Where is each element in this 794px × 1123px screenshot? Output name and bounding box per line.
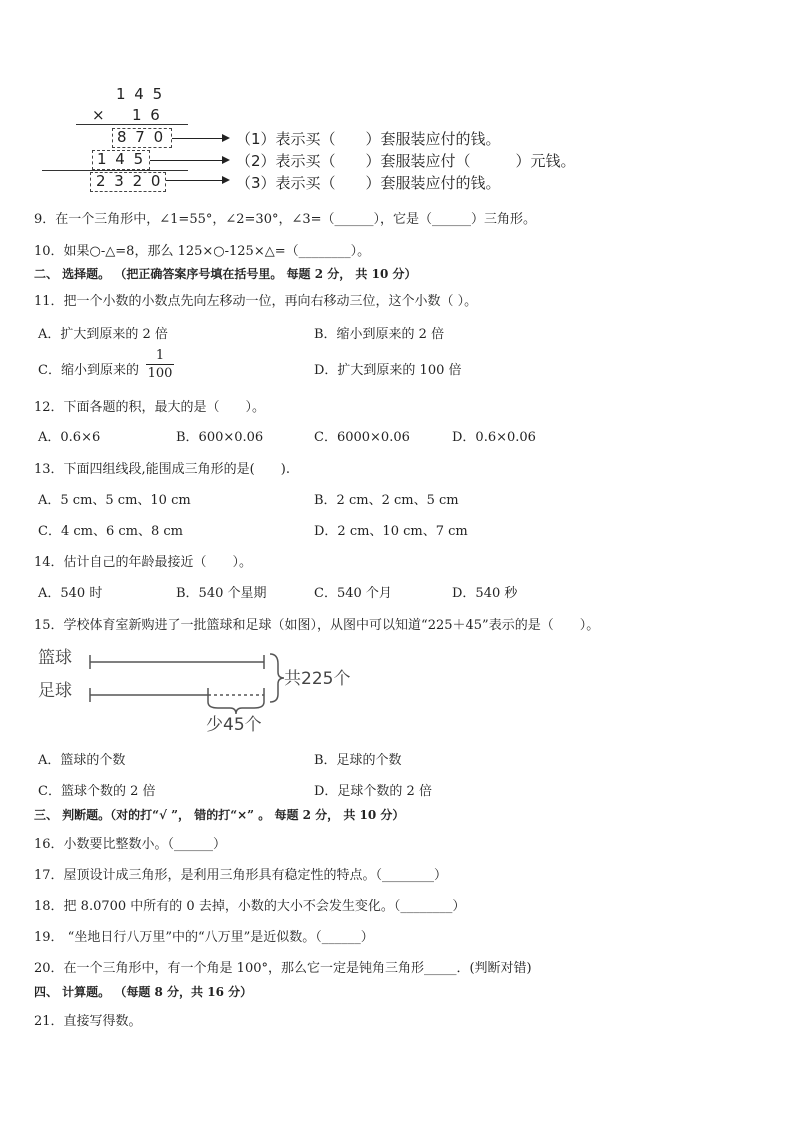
fig-less-label: 少45个 <box>206 715 262 735</box>
fig-basketball-label: 篮球 <box>38 648 72 668</box>
q14-option-a: A．540 时 <box>38 586 103 601</box>
question-20: 20．在一个三角形中，有一个角是 100°，那么它一定是钝角三角形_____．(判断对错) <box>34 961 532 976</box>
q13-option-a: A．5 cm、5 cm、10 cm <box>38 493 191 508</box>
less-brace <box>208 702 264 714</box>
calc-multiplicand: 1 4 5 <box>116 85 165 103</box>
fig-total-label: 共225个 <box>284 669 351 689</box>
total-brace <box>270 654 284 702</box>
question-12: 12．下面各题的积，最大的是（ ）。 <box>34 400 266 415</box>
arrow-1 <box>172 138 228 139</box>
q12-option-d: D．0.6×0.06 <box>452 430 536 445</box>
q15-option-a: A．篮球的个数 <box>38 753 126 768</box>
question-18: 18．把 8.0700 中所有的 0 去掉，小数的大小不会发生变化。（________） <box>34 899 466 914</box>
question-14: 14．估计自己的年龄最接近（ ）。 <box>34 555 253 570</box>
q11-option-a: A．扩大到原来的 2 倍 <box>38 327 168 342</box>
calc-partial2: 1 4 5 <box>97 150 146 168</box>
fraction-numerator: 1 <box>155 348 165 363</box>
q12-option-a: A．0.6×6 <box>38 430 101 445</box>
q14-option-b: B．540 个星期 <box>176 586 267 601</box>
question-9: 9．在一个三角形中，∠1=55°，∠2=30°，∠3=（______），它是（______）三角形。 <box>34 212 537 227</box>
calc-note-1: （1）表示买（ ）套服装应付的钱。 <box>236 130 501 148</box>
calc-total: 2 3 2 0 <box>96 172 163 190</box>
q12-option-b: B．600×0.06 <box>176 430 264 445</box>
q15-option-c: C．篮球个数的 2 倍 <box>38 784 156 799</box>
fraction-denominator: 100 <box>147 366 173 381</box>
question-15: 15．学校体育室新购进了一批篮球和足球（如图），从图中可以知道“225＋45”表示的是（ ）。 <box>34 618 600 633</box>
section-2-heading: 二、 选择题。 （把正确答案序号填在括号里。 每题 2 分， 共 10 分） <box>34 267 417 281</box>
calc-note-3: （3）表示买（ ）套服装应付的钱。 <box>236 174 501 192</box>
calc-times-sign: × <box>92 106 105 124</box>
calc-multiplier: 1 6 <box>132 106 162 124</box>
q15-figure <box>34 640 364 735</box>
question-21: 21．直接写得数。 <box>34 1014 142 1029</box>
q14-option-d: D．540 秒 <box>452 586 518 601</box>
q12-option-c: C．6000×0.06 <box>314 430 410 445</box>
calc-note-2: （2）表示买（ ）套服装应付（ ）元钱。 <box>236 152 576 170</box>
question-19: 19． “坐地日行八万里”中的“八万里”是近似数。（______） <box>34 930 374 945</box>
q11-option-c: C．缩小到原来的 <box>38 363 139 378</box>
question-17: 17．屋顶设计成三角形，是利用三角形具有稳定性的特点。（________） <box>34 868 448 883</box>
question-11: 11．把一个小数的小数点先向左移动一位，再向右移动三位，这个小数（ ）。 <box>34 294 478 309</box>
arrow-2 <box>150 160 228 161</box>
question-13: 13．下面四组线段,能围成三角形的是( ). <box>34 462 290 477</box>
calc-rule-2 <box>42 170 188 171</box>
q15-option-d: D．足球个数的 2 倍 <box>314 784 432 799</box>
section-4-heading: 四、 计算题。 （每题 8 分，共 16 分） <box>34 985 253 999</box>
q11-option-b: B．缩小到原来的 2 倍 <box>314 327 445 342</box>
q11-option-d: D．扩大到原来的 100 倍 <box>314 363 462 378</box>
q15-option-b: B．足球的个数 <box>314 753 402 768</box>
fraction-bar <box>146 364 174 365</box>
section-3-heading: 三、 判断题。（对的打“√ ”， 错的打“×” 。 每题 2 分， 共 10 分） <box>34 808 405 822</box>
q14-option-c: C．540 个月 <box>314 586 392 601</box>
q13-option-b: B．2 cm、2 cm、5 cm <box>314 493 459 508</box>
arrow-3 <box>166 180 228 181</box>
q13-option-d: D．2 cm、10 cm、7 cm <box>314 524 468 539</box>
q13-option-c: C．4 cm、6 cm、8 cm <box>38 524 183 539</box>
calc-rule-1 <box>76 124 188 125</box>
calc-partial1: 8 7 0 <box>117 128 166 146</box>
question-16: 16．小数要比整数小。（______） <box>34 837 227 852</box>
q11-fraction <box>146 348 174 381</box>
question-10: 10．如果○-△=8，那么 125×○-125×△=（________）。 <box>34 244 371 259</box>
fig-football-label: 足球 <box>38 681 72 701</box>
